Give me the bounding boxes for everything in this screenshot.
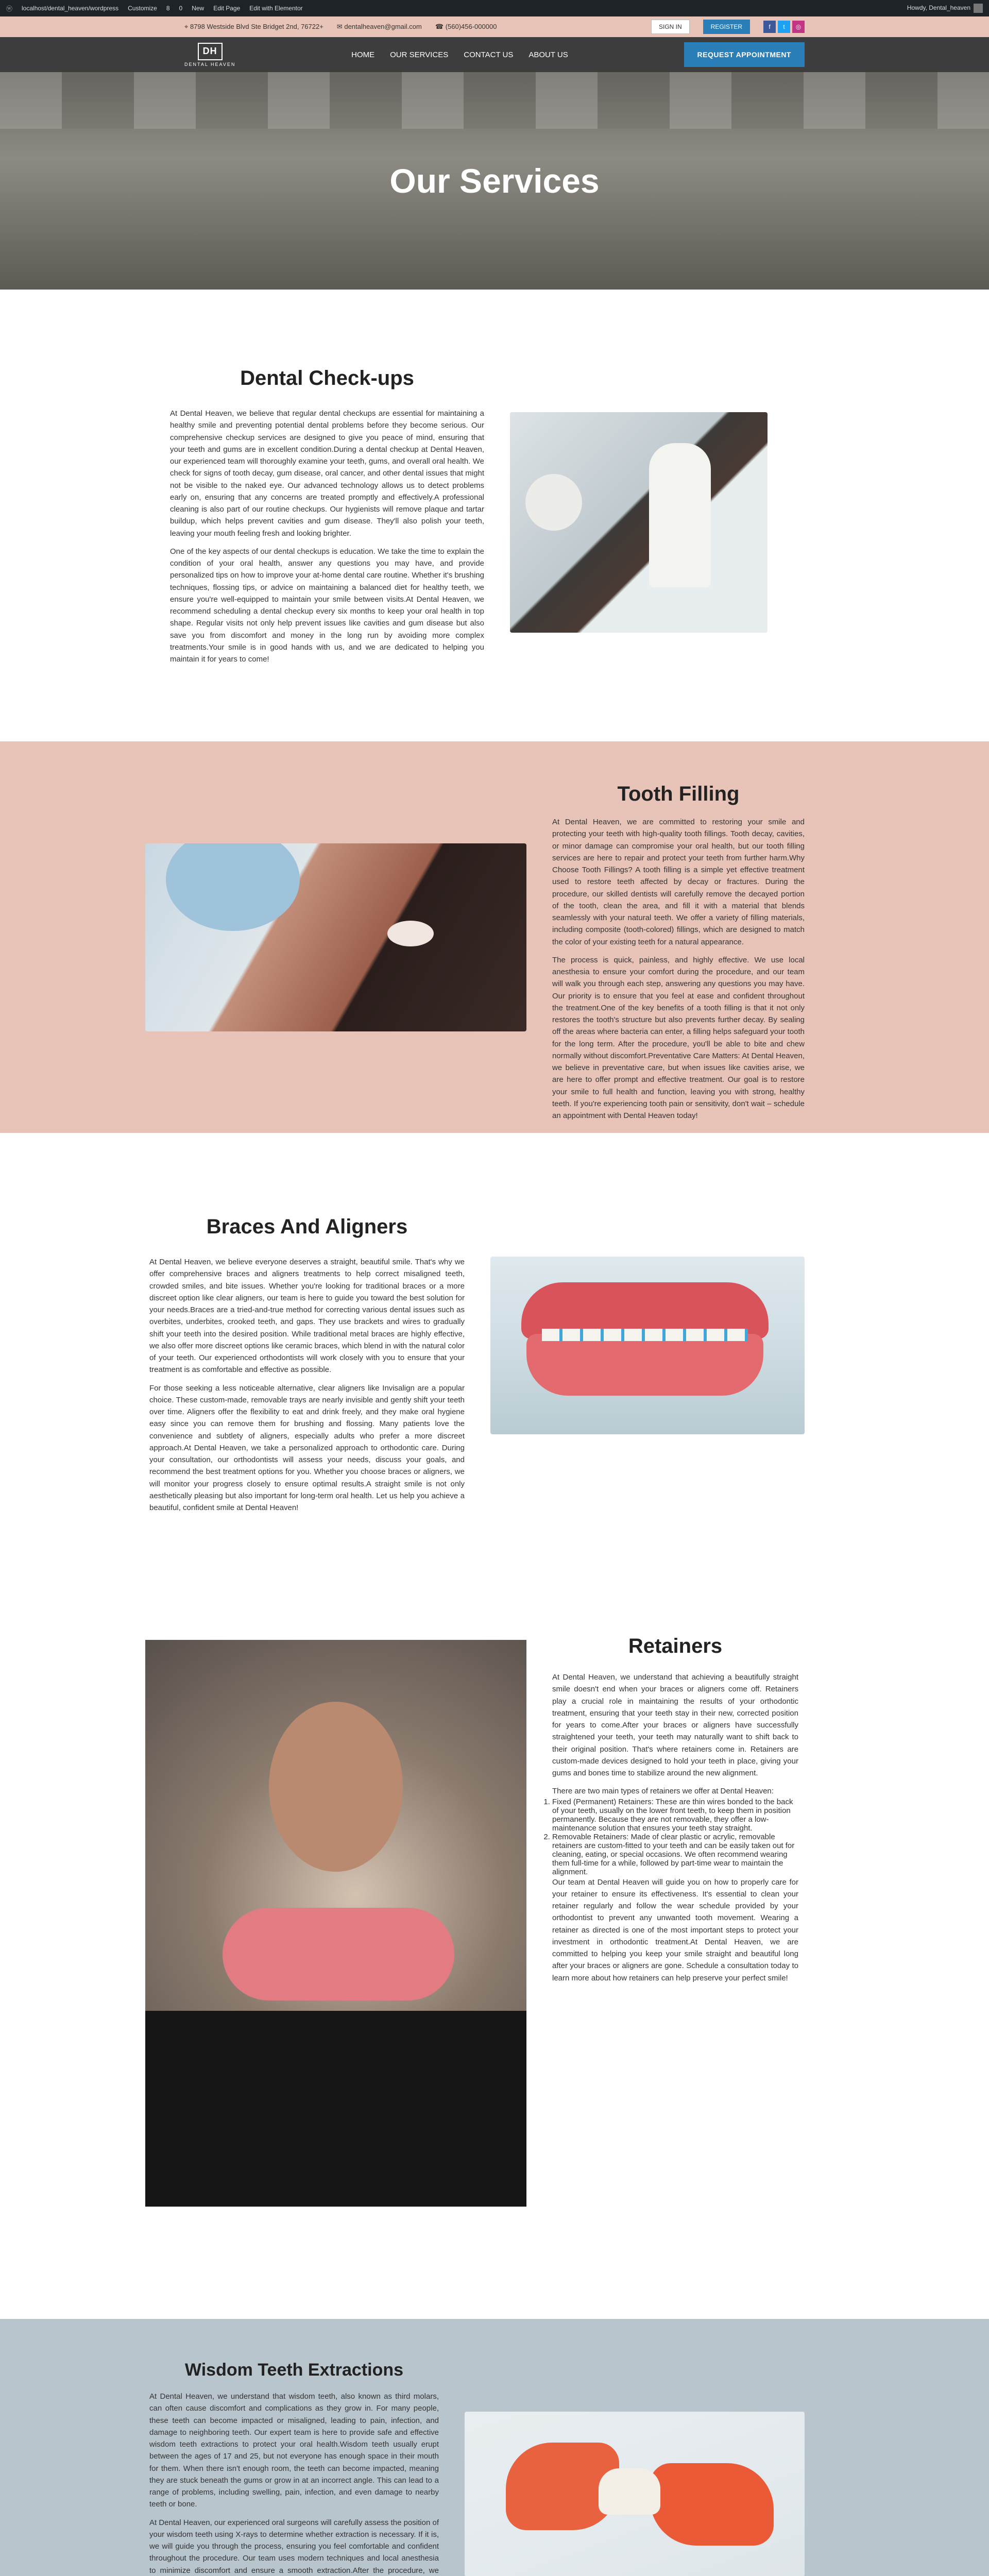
man-face-shape xyxy=(269,1702,403,1872)
email-item[interactable]: ✉ dentalheaven@gmail.com xyxy=(336,23,422,30)
nav-item-contact[interactable]: CONTACT US xyxy=(464,50,514,59)
dentist-cap-shape xyxy=(166,843,300,931)
admin-comments[interactable]: 0 xyxy=(179,5,183,12)
tooth-model-shape xyxy=(599,2468,660,2515)
filling-photo xyxy=(145,843,526,1031)
braces-section xyxy=(0,1133,989,1602)
nav-item-home[interactable]: HOME xyxy=(351,50,375,59)
signin-button[interactable]: SIGN IN xyxy=(651,20,690,34)
phone-item[interactable]: ☎ (560)456-000000 xyxy=(435,23,497,30)
nav-menu xyxy=(351,50,568,59)
checkups-section xyxy=(0,290,989,741)
retainers-photo xyxy=(145,1640,526,2207)
site-url[interactable]: localhost/dental_heaven/wordpress xyxy=(22,5,119,12)
list-item: 2. Removable Retainers: Made of clear plastic or acrylic, removable retainers are custom-fitted to your teeth and can be easily taken out for cleaning, eating, or special occasions. We often recommend wearing them full-time for a while, followed by part-time wear to maintain the alignment. xyxy=(552,1833,798,1876)
checkups-paragraph: At Dental Heaven, we believe that regular dental checkups are essential for maintaining a healthy smile and preventing potential dental problems before they become serious. Our comprehensive checkup services are designed to give you peace of mind, ensuring that your teeth and gums are in excellent condition.During a dental checkup at Dental Heaven, our experienced team will thoroughly examine your teeth, gums, and overall oral health. We check for signs of tooth decay, gum disease, oral cancer, and other dental issues that might not be visible to the naked eye. Our advanced technology allows us to detect problems early on, ensuring that any concerns are treated promptly and effectively.A professional cleaning is also part of our routine checkups. Our hygienists will remove plaque and tartar buildup, which helps prevent cavities and gum disease. They'll also polish your teeth, leaving your mouth feeling fresh and looking brighter. xyxy=(170,409,484,538)
nav-item-about[interactable]: ABOUT US xyxy=(528,50,568,59)
social-links xyxy=(763,21,805,33)
hero-banner xyxy=(0,72,989,290)
retainers-section xyxy=(0,1602,989,2319)
dentist-figure xyxy=(649,443,711,587)
filling-paragraph: The process is quick, painless, and highly effective. We use local anesthesia to ensure your comfort during the procedure, and our team will walk you through each step, answering any questions you may have. Our priority is to ensure that you feel at ease and confident throughout the treatment.One of the key benefits of a tooth filling is that it not only restores the tooth's structure but also prevents further decay. By sealing off the areas where bacteria can enter, a filling helps safeguard your tooth for the long term. After the procedure, you'll be able to bite and chew normally without discomfort.Preventative Care Matters: At Dental Heaven, we believe in preventative care, but when issues like cavities arise, we are here to offer prompt and effective treatment. Our goal is to restore your smile to full health and function, leaving you with strong, healthy teeth. If you're experiencing tooth pain or sensitivity, don't wait – schedule an appointment with Dental Heaven today! xyxy=(552,955,805,1120)
checkup-photo xyxy=(510,412,768,633)
phone-icon: ☎ xyxy=(435,23,444,30)
teeth-brackets xyxy=(542,1329,748,1341)
site-logo[interactable] xyxy=(184,43,235,67)
lower-jaw-model xyxy=(526,1334,763,1396)
retainers-paragraph: Our team at Dental Heaven will guide you on how to properly care for your retainer to ensure its effectiveness. It's essential to clean your retainer regularly and follow the wear schedule provided by your orthodontist to prevent any unwanted tooth movement. Wearing a retainer as directed is one of the most important steps to protect your investment in orthodontic treatment.At Dental Heaven, we are committed to helping you keep your smile straight and beautiful long after your braces or aligners are gone. Schedule a consultation today to learn more about how retainers can help preserve your perfect smile! xyxy=(552,1877,798,1982)
admin-customize[interactable]: Customize xyxy=(128,5,157,12)
admin-bar xyxy=(0,0,989,16)
shirt-shape xyxy=(145,2011,526,2207)
list-item: 1. Fixed (Permanent) Retainers: These are thin wires bonded to the back of your teeth, usually on the lower front teeth, to keep them in position permanently. Because they are not removable, they offer a low-maintenance solution that ensures your teeth stay straight. xyxy=(552,1798,798,1833)
wisdom-section xyxy=(0,2319,989,2576)
wisdom-title: Wisdom Teeth Extractions xyxy=(184,2360,404,2380)
twitter-icon[interactable]: t xyxy=(778,21,790,33)
admin-edit-page[interactable]: Edit Page xyxy=(213,5,241,12)
wisdom-photo xyxy=(465,2412,805,2576)
filling-section xyxy=(0,741,989,1133)
page-title: Our Services xyxy=(389,162,600,200)
braces-paragraph: For those seeking a less noticeable alternative, clear aligners like Invisalign are a popular choice. These custom-made, removable trays are nearly invisible and gently shift your teeth over time. Aligners offer the flexibility to eat and drink freely, and they make oral hygiene easy since you can remove them for brushing and flossing. Many patients love the convenience and subtlety of aligners, especially adults who prefer a more discreet approach.At Dental Heaven, we take a personalized approach to orthodontic care. During your consultation, our orthodontists will assess your needs, discuss your goals, and recommend the best treatment options for you. Whether you choose braces or aligners, we will monitor your progress closely to ensure optimal results.A straight smile is not only aesthetically pleasing but also important for long-term oral health. Let us help you achieve a beautiful, confident smile at Dental Heaven! xyxy=(149,1383,465,1512)
admin-edit-elementor[interactable]: Edit with Elementor xyxy=(249,5,303,12)
instagram-icon[interactable]: ◎ xyxy=(792,21,805,33)
address-item: ⌖ 8798 Westside Blvd Ste Bridget 2nd, 76722+ xyxy=(184,23,323,30)
admin-updates[interactable]: 8 xyxy=(166,5,170,12)
logo-text: DENTAL HEAVEN xyxy=(184,61,236,67)
filling-title: Tooth Filling xyxy=(617,783,740,805)
wordpress-icon[interactable]: ⓦ xyxy=(6,5,13,12)
braces-paragraph: At Dental Heaven, we believe everyone deserves a straight, beautiful smile. That's why we offer comprehensive braces and aligners treatments to help correct misaligned teeth, crowded smiles, and bite issues. Whether you're looking for traditional braces or a more discreet option like clear aligners, our team is here to guide you toward the best solution for your needs.Braces are a tried-and-true method for correcting various dental issues such as overbites, underbites, crooked teeth, and gaps. They use brackets and wires to gradually shift your teeth into the desired position. While traditional metal braces are highly effective, we also offer more discreet options like ceramic braces, which blend in with the natural color of your teeth. Our experienced orthodontists will work closely with you to ensure that your treatment is as comfortable and effective as possible. xyxy=(149,1258,465,1375)
avatar xyxy=(974,4,983,13)
admin-howdy[interactable]: Howdy, Dental_heaven xyxy=(907,4,983,13)
main-nav xyxy=(0,37,989,72)
retainers-title: Retainers xyxy=(628,1635,723,1657)
retainers-list xyxy=(552,1798,798,1876)
register-button[interactable]: REGISTER xyxy=(703,20,750,34)
logo-mark: DH xyxy=(198,43,223,60)
location-icon: ⌖ xyxy=(184,23,189,30)
glove-right-shape xyxy=(650,2463,774,2546)
retainers-paragraph: At Dental Heaven, we understand that achieving a beautifully straight smile doesn't end when your braces or aligners come off. Retainers play a crucial role in maintaining the results of your orthodontic treatment, ensuring that your teeth stay in their new, corrected position for years to come.After your braces or aligners have successfully straightened your teeth, your teeth may naturally want to shift back to their original position. That's where retainers come in. Retainers are custom-made devices designed to hold your teeth in place, giving your gums and bones time to stabilize around the new alignment. xyxy=(552,1673,798,1777)
patient-smile-shape xyxy=(387,921,434,946)
filling-paragraph: At Dental Heaven, we are committed to restoring your smile and protecting your teeth with high-quality tooth fillings. Tooth decay, cavities, or minor damage can compromise your oral health, but our tooth filling services are here to repair and protect your teeth from further harm.Why Choose Tooth Fillings? A tooth filling is a simple yet effective treatment used to restore teeth affected by decay or fractures. During the procedure, our skilled dentists will carefully remove the decayed portion of the tooth, clean the area, and fill it with a material that blends seamlessly with your natural teeth. We offer a variety of filling materials, including composite (tooth-colored) fillings, which are designed to match the color of your existing teeth for a natural appearance. xyxy=(552,818,805,946)
request-appointment-button[interactable]: REQUEST APPOINTMENT xyxy=(684,42,805,67)
top-info-bar xyxy=(0,16,989,37)
dental-lamp-shape xyxy=(525,474,582,531)
braces-title: Braces And Aligners xyxy=(206,1215,408,1238)
wisdom-paragraph: At Dental Heaven, our experienced oral surgeons will carefully assess the position of your wisdom teeth using X-rays to determine whether extraction is necessary. If it is, we will guide you through the process, ensuring you feel comfortable and confident throughout the procedure. Our team uses modern techniques and local anesthesia to minimize discomfort and ensure a smooth extraction.After the procedure, we xyxy=(149,2518,439,2575)
admin-new[interactable]: New xyxy=(192,5,204,12)
retainers-list-intro: There are two main types of retainers we offer at Dental Heaven: xyxy=(552,1787,774,1796)
facebook-icon[interactable]: f xyxy=(763,21,776,33)
mail-icon: ✉ xyxy=(336,23,343,30)
checkups-title: Dental Check-ups xyxy=(240,367,414,389)
wisdom-paragraph: At Dental Heaven, we understand that wisdom teeth, also known as third molars, can often cause discomfort and complications as they grow in. For many people, these teeth can become impacted or misaligned, leading to pain, infection, and damage to neighboring teeth. Our expert team is here to provide safe and effective wisdom teeth extractions to protect your oral health.Wisdom teeth usually erupt between the ages of 17 and 25, but not everyone has enough space in their mouth for them. When there isn't enough room, the teeth can become impacted, meaning they are stuck beneath the gums or grow in at an incorrect angle. This can lead to a range of problems, including swelling, pain, infection, and even damage to nearby teeth or bone. xyxy=(149,2392,439,2509)
braces-photo xyxy=(490,1257,805,1434)
nav-item-services[interactable]: OUR SERVICES xyxy=(390,50,449,59)
jaw-model-shape xyxy=(223,1908,454,2001)
checkups-paragraph: One of the key aspects of our dental checkups is education. We take the time to explain the condition of your oral health, answer any questions you may have, and provide personalized tips on how to improve your at-home dental care routine. Whether it's brushing techniques, flossing tips, or advice on maintaining a balanced diet for healthy teeth, we ensure you're well-equipped to maintain your smile between visits.At Dental Heaven, we recommend scheduling a dental checkup every six months to keep your oral health in top shape. Regular visits not only help prevent issues like cavities and gum disease but also save you from discomfort and money in the long run by avoiding more complex treatments.Your smile is in good hands with us, and we are dedicated to helping you maintain it for years to come! xyxy=(170,547,484,664)
